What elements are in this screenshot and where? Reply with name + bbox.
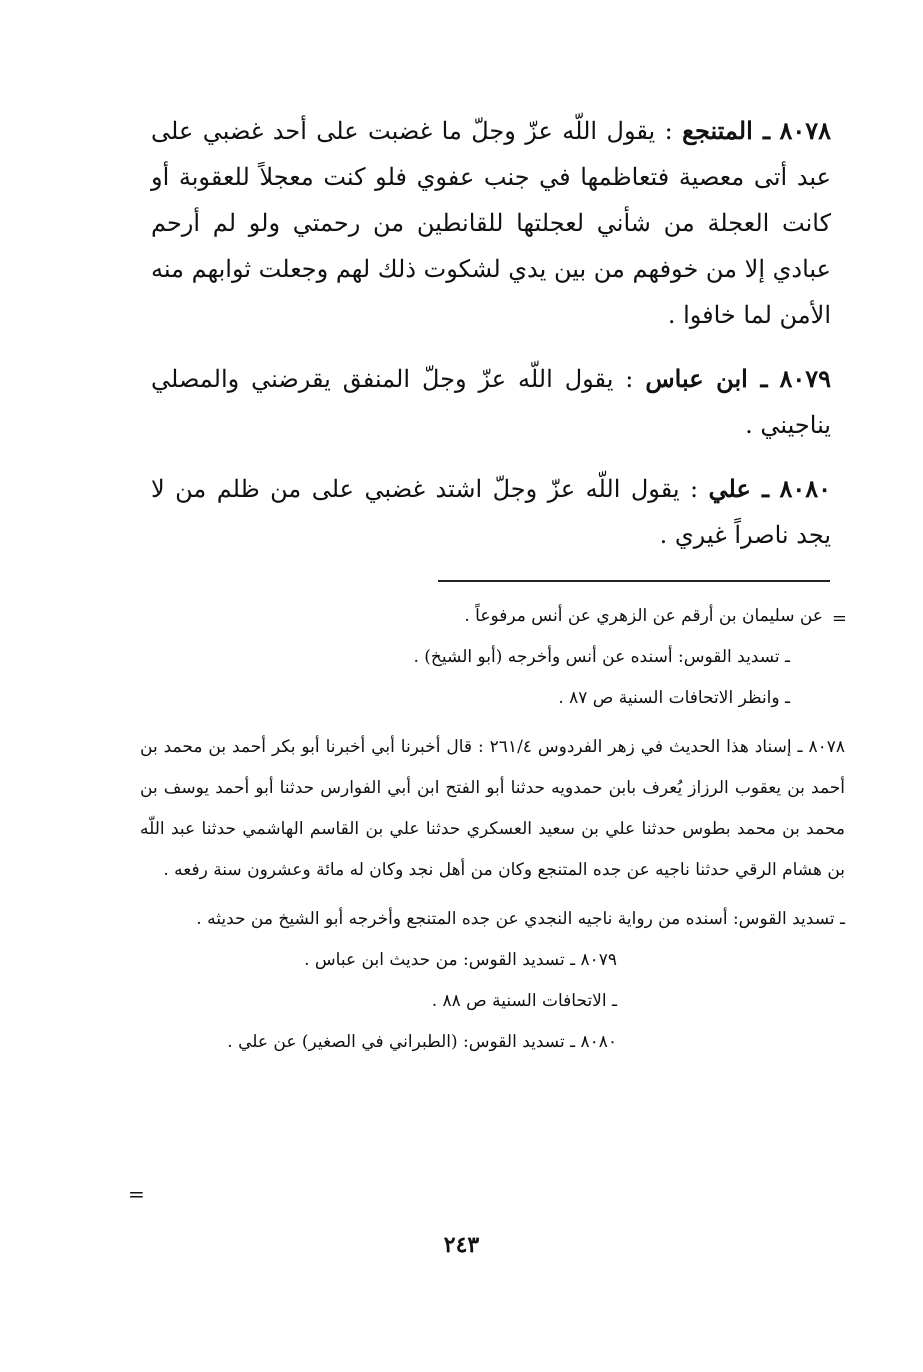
- footnote-head: ٨٠٧٨ ـ إسناد هذا الحديث في زهر الفردوس ٢٦١/٤ :: [477, 737, 845, 757]
- footnote-line: ـ تسديد القوس: أسنده عن أنس وأخرجه (أبو الشيخ) .: [413, 647, 790, 667]
- hadith-text: يقول اللّه عزّ وجلّ المنفق يقرضني والمصلي يناجيني .: [151, 365, 831, 439]
- hadith-narrator: المتنجع: [682, 116, 753, 145]
- hadith-number: ٨٠٨٠: [779, 474, 831, 503]
- hadith-narrator: علي: [708, 474, 751, 503]
- continued-mark: =: [128, 1182, 145, 1206]
- hadith-text: يقول اللّه عزّ وجلّ ما غضبت على أحد غضبي على عبد أتى معصية فتعاظمها في جنب عفوي فلو كنت معجلاً للعقوبة أو كانت العجلة من شأني لعجلتها للقانطين من رحمتي ولو لم أرحم عبادي إلا من خوفهم من بين يدي لشكوت ذلك لهم وجعلت ثوابهم منه الأمن لما خافوا .: [151, 117, 831, 329]
- footnote-8079: ٨٠٧٩ ـ تسديد القوس: من حديث ابن عباس .: [304, 950, 617, 970]
- hadith-number: ٨٠٧٩: [779, 364, 831, 393]
- footnote-line: ـ وانظر الاتحافات السنية ص ٨٧ .: [558, 688, 790, 708]
- hadith-8080: ٨٠٨٠ ـ علي : يقول اللّه عزّ وجلّ اشتد غضبي على من ظلم من لا يجد ناصراً غيري .: [151, 474, 831, 549]
- continuation-mark: =: [831, 608, 847, 629]
- hadith-text: يقول اللّه عزّ وجلّ اشتد غضبي على من ظلم من لا يجد ناصراً غيري .: [151, 475, 831, 549]
- page-number: ٢٤٣: [443, 1232, 480, 1258]
- footnote-8078-tasdid: ـ تسديد القوس: أسنده من رواية ناجيه النجدي عن جده المتنجع وأخرجه أبو الشيخ من حديثه .: [196, 909, 845, 929]
- footnote-body: قال أخبرنا أبي أخبرنا أبو بكر أحمد بن محمد بن أحمد بن يعقوب الرزاز يُعرف بابن حمدويه حدثنا أبو الفتح ابن أبي الفوارس حدثنا أبو أحمد يوسف بن محمد بن محمد بطوس حدثنا علي بن سعيد العسكري حدثنا علي بن القاسم الهاشمي حدثنا عبد اللّه بن هشام الرقي حدثنا ناجيه عن جده المتنجع وكان من أهل نجد وكان له مائة وعشرون سنة رفعه .: [140, 737, 845, 880]
- hadith-number: ٨٠٧٨: [779, 116, 831, 145]
- hadith-8079: ٨٠٧٩ ـ ابن عباس : يقول اللّه عزّ وجلّ المنفق يقرضني والمصلي يناجيني .: [151, 364, 831, 439]
- footnotes: [140, 596, 845, 1063]
- footnote-8078: [140, 727, 845, 891]
- footnote-8079-ref: ـ الاتحافات السنية ص ٨٨ .: [431, 991, 617, 1011]
- main-text: [151, 108, 831, 576]
- hadith-8078: ٨٠٧٨ ـ المتنجع : يقول اللّه عزّ وجلّ ما غضبت على أحد غضبي على عبد أتى معصية فتعاظمها في جنب عفوي فلو كنت معجلاً للعقوبة أو كانت العجلة من شأني لعجلتها للقانطين من رحمتي ولو لم أرحم عبادي إلا من خوفهم من بين يدي لشكوت ذلك لهم وجعلت ثوابهم منه الأمن لما خافوا .: [151, 116, 831, 329]
- footnote-separator: [438, 580, 830, 582]
- hadith-narrator: ابن عباس: [645, 364, 748, 393]
- footnote-line: عن سليمان بن أرقم عن الزهري عن أنس مرفوعاً .: [464, 606, 823, 626]
- footnote-8080: ٨٠٨٠ ـ تسديد القوس: (الطبراني في الصغير) عن علي .: [227, 1032, 617, 1052]
